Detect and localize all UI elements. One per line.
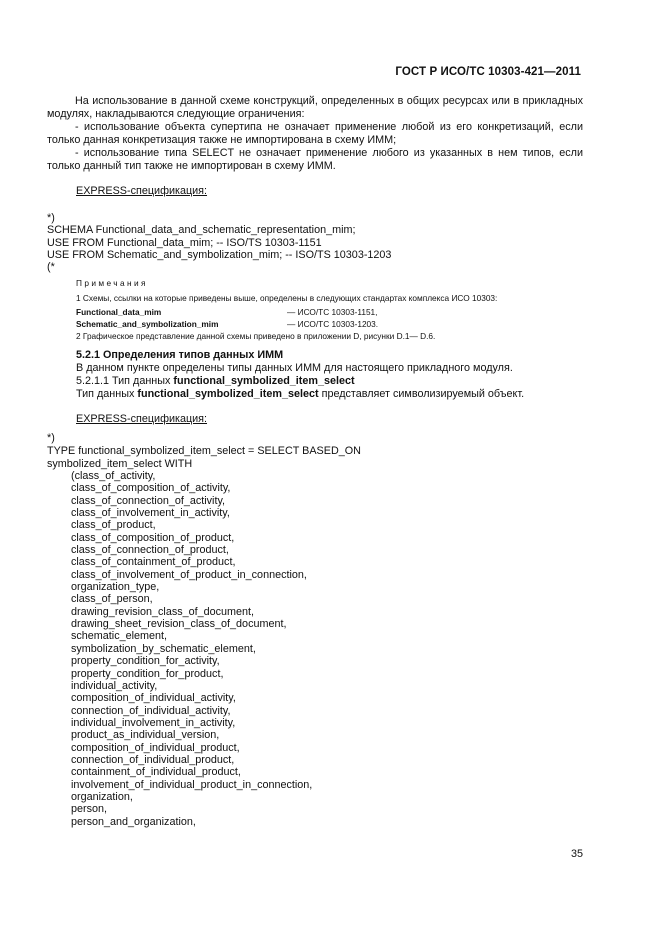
select-item: individual_activity, (71, 679, 158, 692)
select-item: connection_of_individual_activity, (71, 704, 231, 717)
section-heading: 5.2.1 Определения типов данных ИММ (76, 349, 284, 361)
select-item: class_of_connection_of_activity, (71, 494, 226, 507)
note-2: 2 Графическое представление данной схемы приведено в приложении D, рисунки D.1— D.6. (76, 331, 436, 341)
subsection-heading (76, 375, 355, 387)
select-item: class_of_person, (71, 593, 153, 606)
intro-text (47, 95, 583, 173)
note-ref-standard: — ИСО/ТС 10303-1203. (287, 319, 379, 329)
select-item: drawing_revision_class_of_document, (71, 605, 255, 618)
note-ref-standard: — ИСО/ТС 10303-1151, (287, 307, 378, 317)
select-item: property_condition_for_product, (71, 667, 224, 680)
schema-line: SCHEMA Functional_data_and_schematic_representation_mim; (47, 224, 356, 236)
select-item: symbolization_by_schematic_element, (71, 642, 256, 655)
select-item: containment_of_individual_product, (71, 766, 241, 779)
select-item: class_of_containment_of_product, (71, 556, 236, 569)
select-item: organization_type, (71, 581, 160, 594)
use-from-line-2: USE FROM Schematic_and_symbolization_mim; -- ISO/TS 10303-1203 (47, 249, 392, 261)
select-item: schematic_element, (71, 630, 168, 643)
express-open: *) (47, 432, 55, 444)
subsection-number: 5.2.1.1 Тип данных (76, 375, 174, 387)
express-label: EXPRESS-спецификация: (76, 413, 208, 425)
select-item: class_of_involvement_of_product_in_connection, (71, 568, 307, 581)
select-items-list (71, 470, 312, 828)
select-item: composition_of_individual_product, (71, 741, 240, 754)
subsection-type-name: functional_symbolized_item_select (173, 375, 355, 387)
express-close: (* (47, 261, 55, 273)
select-item: class_of_composition_of_product, (71, 531, 235, 544)
select-item: class_of_composition_of_activity, (71, 482, 231, 495)
select-item: individual_involvement_in_activity, (71, 716, 236, 729)
desc-suffix: представляет символизируемый объект. (318, 388, 525, 400)
select-item: organization, (71, 790, 133, 803)
select-item: person, (71, 803, 108, 816)
intro-restriction-2: - использование типа SELECT не означает применение любого из указанных в нем типов, если только данный тип также не импортирован в схему ИММ. (47, 147, 583, 172)
note-ref-name: Functional_data_mim (76, 307, 162, 317)
page-number: 35 (571, 848, 584, 860)
select-item: (class_of_activity, (71, 470, 156, 482)
select-item: involvement_of_individual_product_in_connection, (71, 778, 313, 791)
express-label: EXPRESS-спецификация: (76, 185, 208, 197)
type-description (76, 388, 524, 400)
desc-type-name: functional_symbolized_item_select (137, 388, 319, 400)
type-with-line: symbolized_item_select WITH (47, 458, 193, 470)
select-item: product_as_individual_version, (71, 729, 220, 742)
note-1: 1 Схемы, ссылки на которые приведены выше, определены в следующих стандартах комплекса ИСО 10303: (76, 293, 498, 303)
select-item: class_of_involvement_in_activity, (71, 507, 230, 520)
document-header: ГОСТ Р ИСО/ТС 10303-421—2011 (395, 66, 581, 78)
select-item: property_condition_for_activity, (71, 655, 220, 668)
select-item: class_of_connection_of_product, (71, 544, 229, 557)
section-intro: В данном пункте определены типы данных ИММ для настоящего прикладного модуля. (76, 362, 513, 374)
notes-title: Примечания (76, 278, 148, 288)
use-from-line-1: USE FROM Functional_data_mim; -- ISO/TS 10303-1151 (47, 237, 322, 249)
type-declaration: TYPE functional_symbolized_item_select = SELECT BASED_ON (47, 445, 361, 457)
select-item: connection_of_individual_product, (71, 753, 235, 766)
select-item: drawing_sheet_revision_class_of_document, (71, 618, 287, 631)
select-item: composition_of_individual_activity, (71, 692, 236, 705)
intro-restriction-1: - использование объекта супертипа не означает применение любой из его конкретизаций, если только данная конкретизация также не импортирована в схему ИММ; (47, 121, 583, 146)
intro-paragraph: На использование в данной схеме конструкций, определенных в общих ресурсах или в прикладных модулях, накладываются следующие ограничения: (47, 95, 583, 120)
express-open: *) (47, 212, 55, 224)
select-item: class_of_product, (71, 519, 156, 532)
note-ref-name: Schematic_and_symbolization_mim (76, 319, 219, 329)
desc-prefix: Тип данных (76, 388, 138, 400)
select-item: person_and_organization, (71, 815, 196, 828)
